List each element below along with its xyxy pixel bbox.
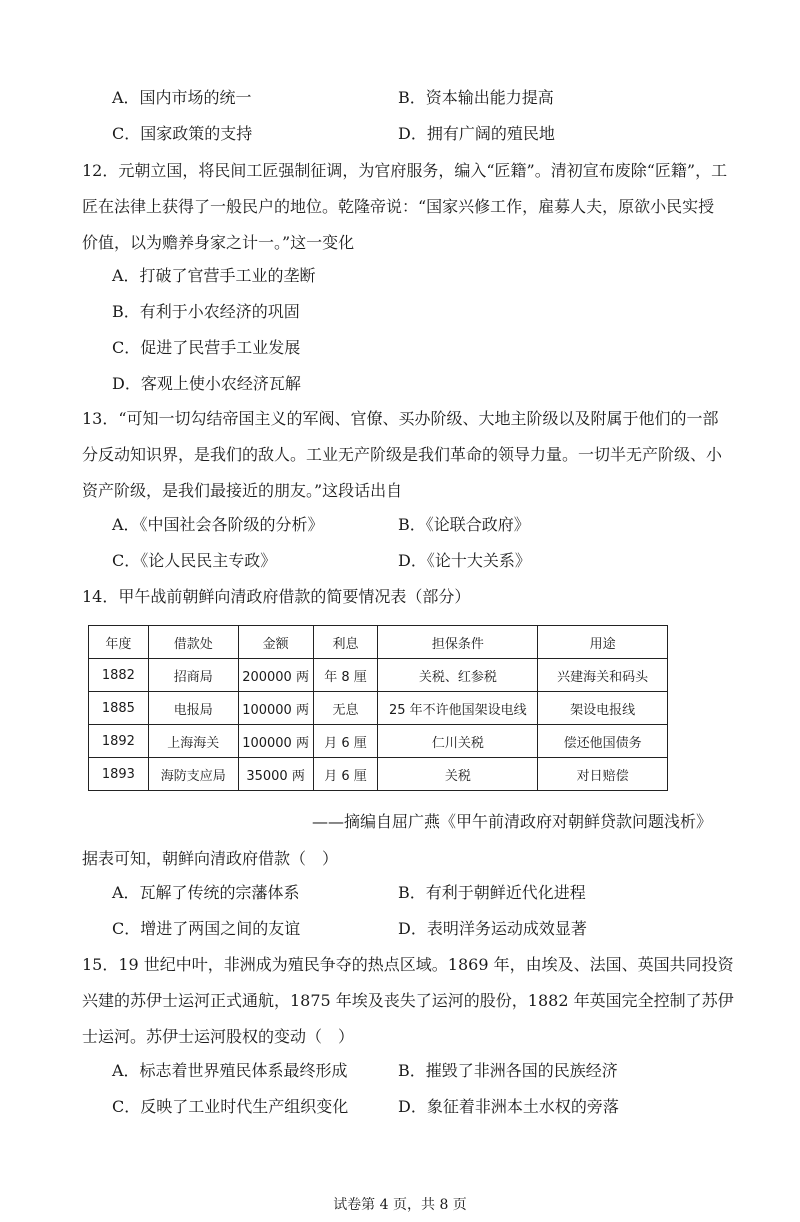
table-cell: 偿还他国债务 (538, 725, 668, 758)
table-cell: 25 年不许他国架设电线 (378, 692, 538, 725)
q14-option-c: C．增进了两国之间的友谊 (112, 919, 301, 938)
q12-stem-line-3: 价值，以为赡养身家之计一。”这一变化 (82, 233, 355, 252)
q14-option-b: B．有利于朝鲜近代化进程 (398, 883, 586, 902)
table-cell: 1885 (89, 692, 149, 725)
q13-option-b: B．《论联合政府》 (398, 515, 530, 534)
table-header-cell: 担保条件 (378, 626, 538, 659)
q14-option-a: A．瓦解了传统的宗藩体系 (112, 883, 300, 902)
table-cell: 海防支应局 (148, 758, 238, 791)
table-cell: 100000 两 (238, 692, 313, 725)
q15-option-c: C．反映了工业时代生产组织变化 (112, 1097, 349, 1116)
table-header-row (89, 626, 668, 659)
q13-stem-line-2: 分反动知识界，是我们的敌人。工业无产阶级是我们革命的领导力量。一切半无产阶级、小 (82, 445, 723, 464)
q14-question: 据表可知，朝鲜向清政府借款（ ） (82, 849, 339, 868)
q12-stem-line-2: 匠在法律上获得了一般民户的地位。乾隆帝说：“国家兴修工作，雇募人夫，原欲小民实授 (82, 197, 715, 216)
q11-option-d: D．拥有广阔的殖民地 (398, 124, 555, 143)
q13-stem-line-3: 资产阶级，是我们最接近的朋友。”这段话出自 (82, 481, 403, 500)
q12-option-c: C．促进了民营手工业发展 (112, 338, 301, 357)
q13-option-a: A．《中国社会各阶级的分析》 (112, 515, 324, 534)
q15-stem-line-2: 兴建的苏伊士运河正式通航，1875 年埃及丧失了运河的股份，1882 年英国完全控制了苏伊 (82, 991, 734, 1010)
table-cell: 200000 两 (238, 659, 313, 692)
q13-option-c: C．《论人民民主专政》 (112, 551, 277, 570)
table-cell: 架设电报线 (538, 692, 668, 725)
page-footer: 试卷第 4 页，共 8 页 (333, 1197, 467, 1213)
table-cell: 上海海关 (148, 725, 238, 758)
table-cell: 关税、红参税 (378, 659, 538, 692)
table-row (89, 758, 668, 791)
table-row (89, 692, 668, 725)
table-cell: 关税 (378, 758, 538, 791)
q15-option-b: B．摧毁了非洲各国的民族经济 (398, 1061, 618, 1080)
table-header-cell: 年度 (89, 626, 149, 659)
table-cell: 无息 (313, 692, 378, 725)
table-cell: 招商局 (148, 659, 238, 692)
table-cell: 月 6 厘 (313, 725, 378, 758)
table-cell: 对日赔偿 (538, 758, 668, 791)
q11-option-a: A．国内市场的统一 (112, 88, 252, 107)
q11-option-b: B．资本输出能力提高 (398, 88, 554, 107)
q13-option-d: D．《论十大关系》 (398, 551, 531, 570)
table-cell: 100000 两 (238, 725, 313, 758)
table-header-cell: 借款处 (148, 626, 238, 659)
table-cell: 1893 (89, 758, 149, 791)
table-header-cell: 用途 (538, 626, 668, 659)
table-row (89, 725, 668, 758)
q15-option-d: D．象征着非洲本土水权的旁落 (398, 1097, 619, 1116)
q11-option-c: C．国家政策的支持 (112, 124, 253, 143)
table-cell: 35000 两 (238, 758, 313, 791)
q13-stem-line-1: 13．“可知一切勾结帝国主义的军阀、官僚、买办阶级、大地主阶级以及附属于他们的一部 (82, 409, 719, 428)
q12-option-b: B．有利于小农经济的巩固 (112, 302, 300, 321)
table-cell: 月 6 厘 (313, 758, 378, 791)
q15-option-a: A．标志着世界殖民体系最终形成 (112, 1061, 348, 1080)
table-header-cell: 金额 (238, 626, 313, 659)
table-header-cell: 利息 (313, 626, 378, 659)
q14-option-d: D．表明洋务运动成效显著 (398, 919, 587, 938)
table-cell: 年 8 厘 (313, 659, 378, 692)
table-cell: 兴建海关和码头 (538, 659, 668, 692)
q15-stem-line-3: 士运河。苏伊士运河股权的变动（ ） (82, 1027, 355, 1046)
table-cell: 电报局 (148, 692, 238, 725)
table-cell: 1882 (89, 659, 149, 692)
loan-table (88, 625, 668, 791)
q12-stem-line-1: 12．元朝立国，将民间工匠强制征调，为官府服务，编入“匠籍”。清初宣布废除“匠籍”，工 (82, 161, 728, 180)
q12-option-a: A．打破了官营手工业的垄断 (112, 266, 316, 285)
table-cell: 仁川关税 (378, 725, 538, 758)
table-cell: 1892 (89, 725, 149, 758)
q12-option-d: D．客观上使小农经济瓦解 (112, 374, 301, 393)
table-source-citation: ——摘编自屈广燕《甲午前清政府对朝鲜贷款问题浅析》 (311, 812, 712, 831)
q15-stem-line-1: 15．19 世纪中叶，非洲成为殖民争夺的热点区域。1869 年，由埃及、法国、英国共同投资 (82, 955, 734, 974)
q14-title: 14．甲午战前朝鲜向清政府借款的简要情况表（部分） (82, 587, 471, 606)
table-row (89, 659, 668, 692)
